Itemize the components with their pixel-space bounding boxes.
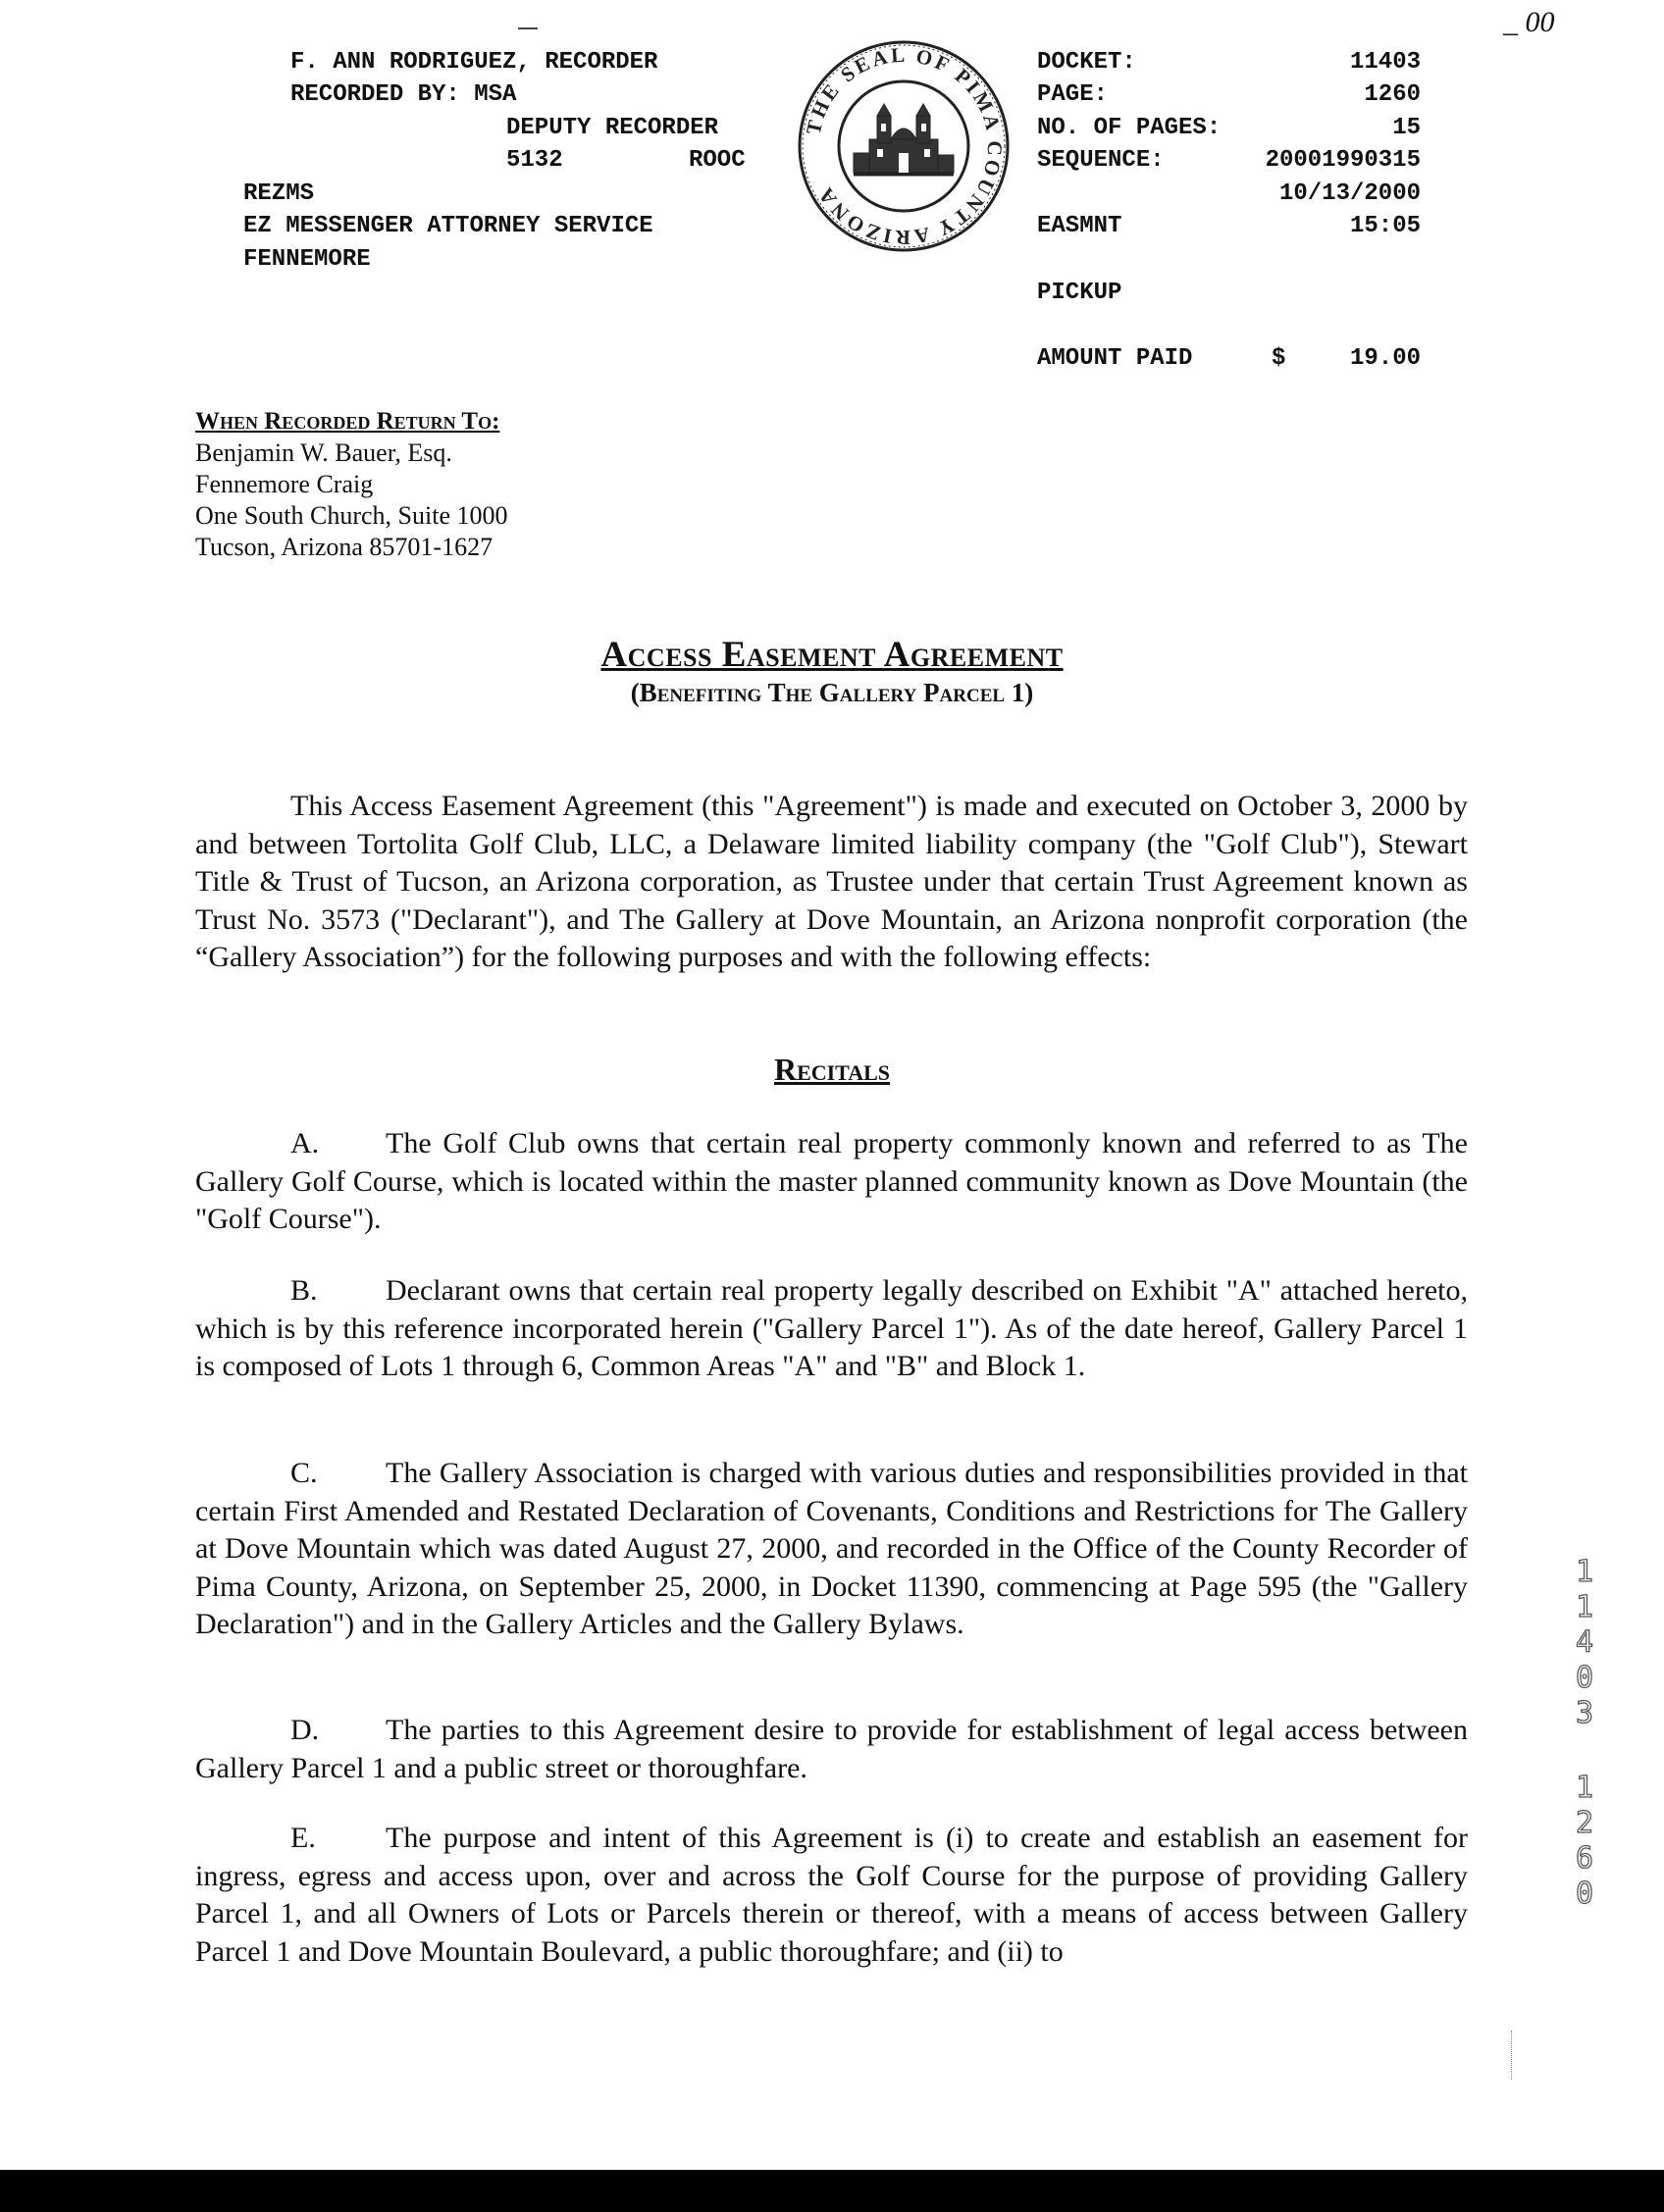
document-subtitle: (Benefiting The Gallery Parcel 1) (630, 678, 1034, 707)
stamp-digit: 1 (1575, 1590, 1594, 1624)
recorded-by: RECORDED BY: MSA (290, 81, 517, 108)
recital-b (195, 1272, 1468, 1386)
stamp-digit: 6 (1575, 1841, 1594, 1876)
return-to-firm: Fennemore Craig (195, 470, 374, 498)
recorder-id: 5132 (506, 147, 563, 174)
recital-label: D. (290, 1714, 320, 1746)
stamp-digit: 0 (1575, 1661, 1594, 1695)
sequence-value: 20001990315 (1265, 147, 1421, 174)
stamp-digit: 3 (1575, 1696, 1594, 1730)
recital-text: The Golf Club owns that certain real property commonly known and referred to as The Gallery Golf Course, which is located within the master planned community known as Dove Mountain (the "Golf Course"). (195, 1127, 1468, 1235)
return-to-block (195, 406, 508, 563)
recital-e (195, 1820, 1468, 1971)
recital-c (195, 1455, 1468, 1644)
recital-label: A. (290, 1127, 320, 1159)
return-to-city: Tucson, Arizona 85701-1627 (195, 533, 494, 561)
recital-a (195, 1125, 1468, 1239)
seal-text: THE SEAL OF PIMA COUNTY ARIZONA (801, 42, 1008, 250)
document-title-block (0, 634, 1664, 708)
docket-label: DOCKET: (1037, 49, 1136, 76)
num-pages-label: NO. OF PAGES: (1037, 115, 1222, 141)
county-seal-icon (795, 37, 1013, 255)
messenger-service: EZ MESSENGER ATTORNEY SERVICE (243, 213, 653, 239)
scan-smudge (1511, 2031, 1541, 2080)
page-label: PAGE: (1037, 81, 1109, 108)
page-value: 1260 (1364, 81, 1421, 108)
docket-page-stamp (1570, 1555, 1599, 1912)
corner-page-mark: _ 00 (1503, 6, 1555, 38)
recitals-heading: Recitals (773, 1052, 891, 1087)
scan-border-bar (0, 2170, 1664, 2212)
return-to-name: Benjamin W. Bauer, Esq. (195, 438, 452, 467)
recital-label: C. (290, 1457, 318, 1489)
requester-code: REZMS (243, 180, 315, 207)
document-title: Access Easement Agreement (600, 635, 1064, 675)
stamp-digit: 4 (1575, 1625, 1594, 1660)
docket-value: 11403 (1349, 49, 1421, 76)
recital-text: The parties to this Agreement desire to provide for establishment of legal access between Gallery Parcel 1 and a public street or thoroughfare. (195, 1714, 1468, 1784)
intro-paragraph: This Access Easement Agreement (this "Agreement") is made and executed on October 3, 2000 by and between Tortolita Golf Club, LLC, a Delaware limited liability company (the "Golf Club"), Stewart Title & Trust of Tucson, an Arizona corporation, as Trustee under that certain Trust Agreement known as Trust No. 3573 ("Declarant"), and The Gallery at Dove Mountain, an Arizona nonprofit corporation (the “Gallery Association”) for the following purposes and with the following effects: (195, 790, 1468, 973)
recital-label: B. (290, 1274, 318, 1307)
recorder-code: ROOC (689, 147, 746, 174)
recital-text: The purpose and intent of this Agreement is (i) to create and establish an easement for ingress, egress and access upon, over and across the Golf Course for the purpose of providing Gallery Parcel 1, and all Owners of Lots or Parcels therein or thereof, with a means of access between Gallery Parcel 1 and Dove Mountain Boulevard, a public thoroughfare; and (ii) to (195, 1822, 1468, 1968)
amount-paid-value: 19.00 (1349, 345, 1421, 372)
stamp-digit: 0 (1575, 1877, 1594, 1911)
deputy-recorder: DEPUTY RECORDER (506, 115, 719, 141)
doc-type-label: EASMNT (1037, 213, 1122, 239)
amount-currency: $ (1272, 345, 1286, 372)
stamp-digit: 2 (1575, 1806, 1594, 1840)
sequence-label: SEQUENCE: (1037, 147, 1165, 174)
recital-text: The Gallery Association is charged with various duties and responsibilities provided in that certain First Amended and Restated Declaration of Covenants, Conditions and Restrictions for The Gallery at Dove Mountain which was dated August 27, 2000, and recorded in the Office of the County Recorder of Pima County, Arizona, on September 25, 2000, in Docket 11390, commencing at Page 595 (the "Gallery Declaration") and in the Gallery Articles and the Gallery Bylaws. (195, 1457, 1468, 1640)
amount-paid-label: AMOUNT PAID (1037, 345, 1193, 372)
stamp-digit: 1 (1575, 1771, 1594, 1805)
recorder-name: F. ANN RODRIGUEZ, RECORDER (290, 49, 658, 76)
recital-label: E. (290, 1822, 316, 1854)
recorded-date: 10/13/2000 (1278, 180, 1421, 207)
scan-mark (518, 27, 538, 29)
return-to-street: One South Church, Suite 1000 (195, 501, 508, 530)
firm-name: FENNEMORE (243, 246, 371, 273)
stamp-digit: 1 (1575, 1555, 1594, 1589)
recital-d (195, 1712, 1468, 1787)
return-to-heading: When Recorded Return To: (195, 408, 500, 435)
recital-text: Declarant owns that certain real property legally described on Exhibit "A" attached hereto, which is by this reference incorporated herein ("Gallery Parcel 1"). As of the date hereof, Gallery Parcel 1 is composed of Lots 1 through 6, Common Areas "A" and "B" and Block 1. (195, 1274, 1468, 1382)
recorded-time: 15:05 (1349, 213, 1421, 239)
pickup-label: PICKUP (1037, 280, 1122, 306)
num-pages-value: 15 (1392, 115, 1421, 141)
